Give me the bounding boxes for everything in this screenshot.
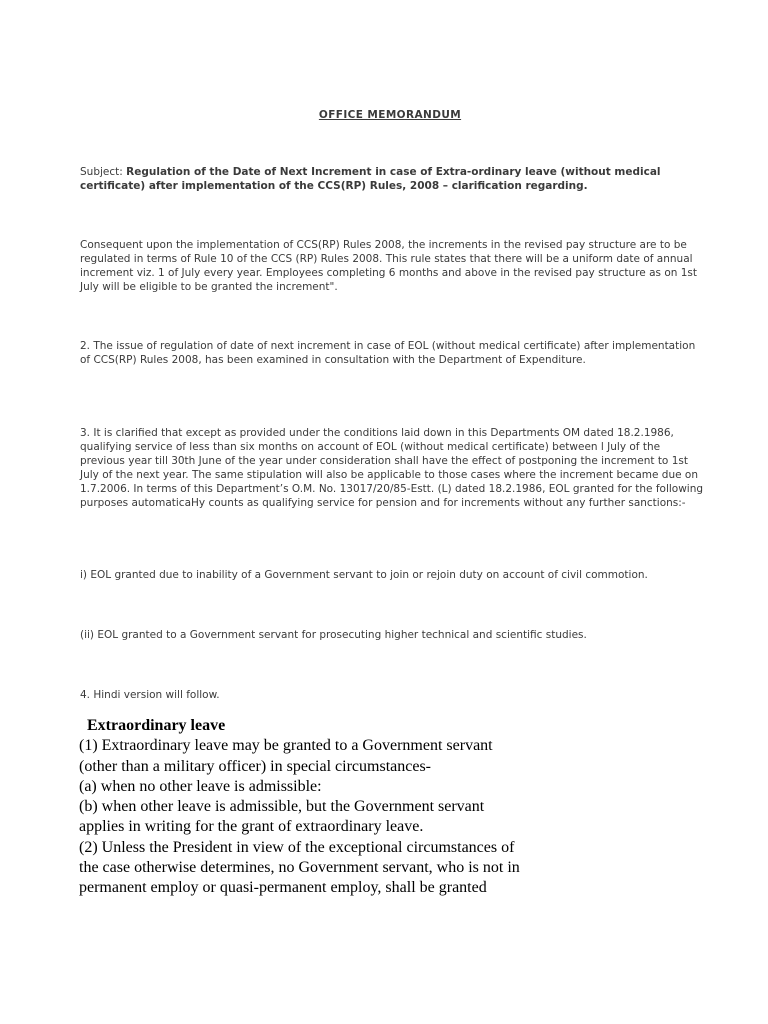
paragraph-intro: Consequent upon the implementation of CCS(RP) Rules 2008, the increments in the revised pay structure are to be regulated in terms of Rule 10 of the CCS (RP) Rules 2008. This rule states that there will be a uniform date of annual increment viz. 1 of July every year. Employees completing 6 months and above in the revised pay structure as on 1st July will be eligible to be granted the increment". xyxy=(80,239,697,293)
memo-subject xyxy=(80,165,700,193)
leave-rule-line: applies in writing for the grant of extraordinary leave. xyxy=(79,818,424,836)
paragraph-4: 4. Hindi version will follow. xyxy=(80,689,220,701)
memo-title: OFFICE MEMORANDUM xyxy=(318,109,462,121)
clause-ii: (ii) EOL granted to a Government servant for prosecuting higher technical and scientific studies. xyxy=(80,629,587,641)
paragraph-2: 2. The issue of regulation of date of next increment in case of EOL (without medical certificate) after implementation of CCS(RP) Rules 2008, has been examined in consultation with the Department of Expenditure. xyxy=(80,340,696,366)
leave-rule-line: permanent employ or quasi-permanent employ, shall be granted xyxy=(79,879,487,897)
leave-rule-line: the case otherwise determines, no Government servant, who is not in xyxy=(79,859,520,877)
subject-text: Regulation of the Date of Next Increment in case of Extra-ordinary leave (without medical certificate) after implementation of the CCS(RP) Rules, 2008 – clarification regarding. xyxy=(80,166,661,192)
leave-rule-line: (other than a military officer) in special circumstances- xyxy=(79,757,431,775)
leave-rule-line: (1) Extraordinary leave may be granted to a Government servant xyxy=(79,737,493,755)
paragraph-3: 3. It is clarified that except as provided under the conditions laid down in this Departments OM dated 18.2.1986, qualifying service of less than six months on account of EOL (without medical certificate) between l July of the previous year till 30th June of the year under consideration shall have the effect of postponing the increment to 1st July of the next year. The same stipulation will also be applicable to those cases where the increment became due on 1.7.2006. In terms of this Department’s O.M. No. 13017/20/85-Estt. (L) dated 18.2.1986, EOL granted for the following purposes automaticaHy counts as qualifying service for pension and for increments without any further sanctions:- xyxy=(80,427,704,509)
subject-label: Subject: xyxy=(80,166,123,178)
extraordinary-leave-section xyxy=(79,716,599,899)
leave-rule-line: (2) Unless the President in view of the exceptional circumstances of xyxy=(79,838,515,856)
extraordinary-leave-heading: Extraordinary leave xyxy=(87,717,226,734)
leave-rule-line: (a) when no other leave is admissible: xyxy=(79,777,322,795)
clause-i: i) EOL granted due to inability of a Government servant to join or rejoin duty on account of civil commotion. xyxy=(80,569,648,581)
leave-rule-line: (b) when other leave is admissible, but the Government servant xyxy=(79,798,485,816)
